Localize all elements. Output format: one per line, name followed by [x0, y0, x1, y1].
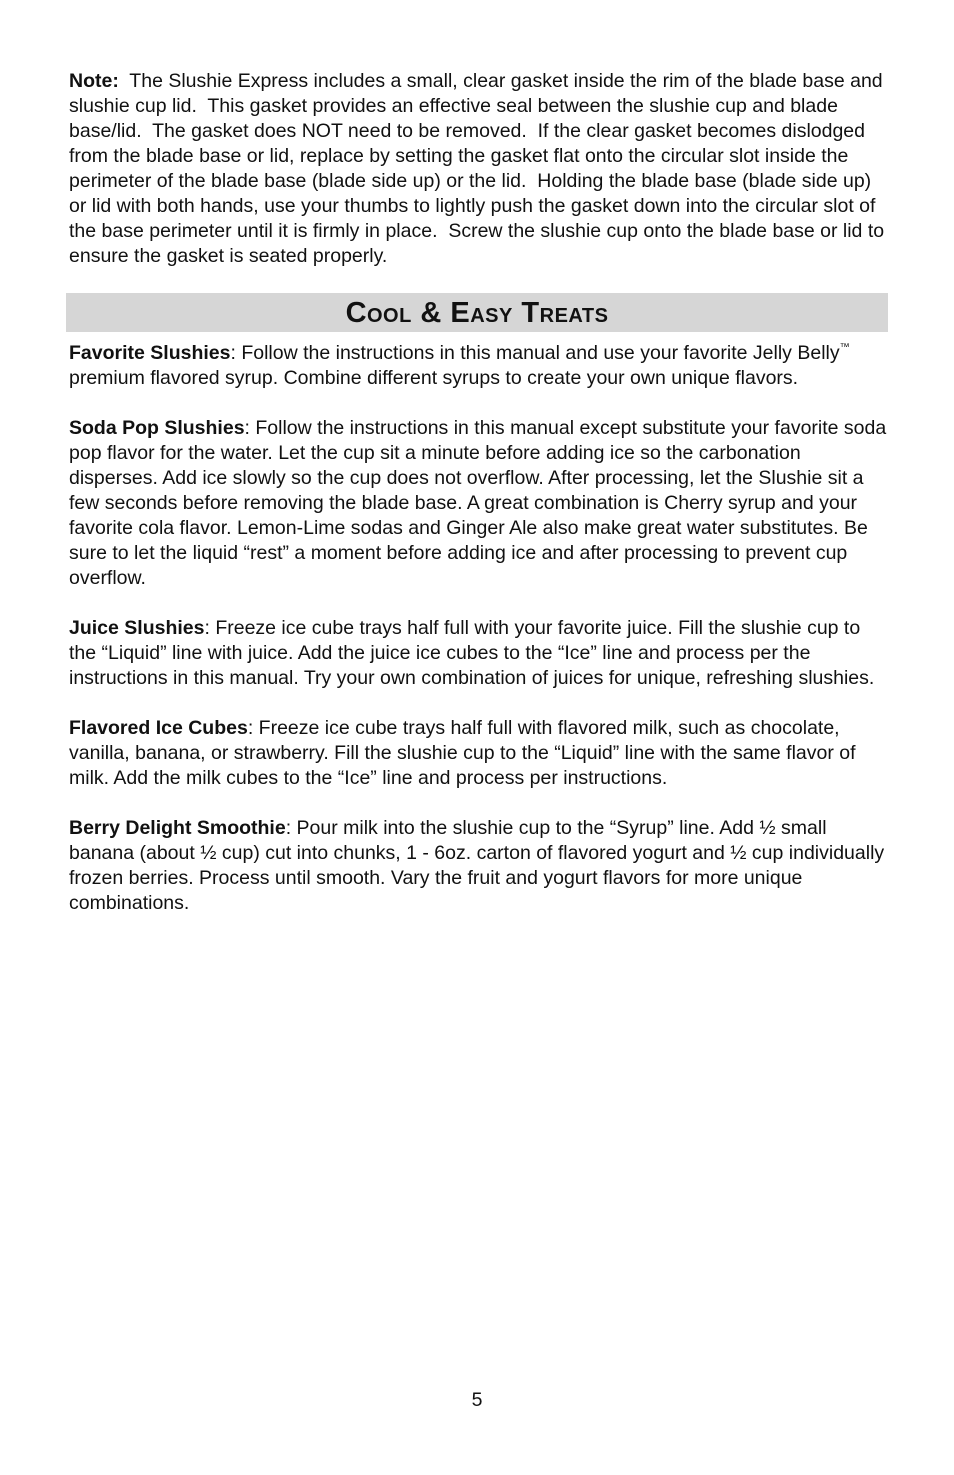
treat-favorite-label: Favorite Slushies	[69, 342, 231, 364]
treat-favorite-body-b: premium flavored syrup. Combine different syrups to create your own unique flavors.	[69, 367, 799, 389]
treat-ice-cubes-label: Flavored Ice Cubes	[69, 717, 248, 739]
note-paragraph	[69, 69, 889, 269]
treat-favorite-body-a: : Follow the instructions in this manual and use your favorite Jelly Belly	[230, 342, 840, 364]
note-label: Note:	[69, 70, 119, 92]
treat-ice-cubes-text	[69, 716, 889, 791]
treat-smoothie-label: Berry Delight Smoothie	[69, 817, 286, 839]
treat-soda-text	[69, 416, 889, 591]
treat-favorite-text	[69, 341, 889, 391]
treat-ice-cubes-body: : Freeze ice cube trays half full with flavored milk, such as chocolate, vanilla, banana, or strawberry. Fill the slushie cup to the “Liquid” line with the same flavor of milk. Add the milk cubes to the “Ice” line and process per instructions.	[69, 717, 856, 789]
treat-flavored-ice-cubes	[69, 716, 889, 791]
trademark-mark: ™	[839, 342, 850, 353]
note-body: The Slushie Express includes a small, clear gasket inside the rim of the blade base and slushie cup lid. This gasket provides an effective seal between the slushie cup and blade base/lid. The gasket does NOT need to be removed. If the clear gasket becomes dislodged from the blade base or lid, replace by setting the gasket flat onto the circular slot inside the perimeter of the blade base (blade side up) or the lid. Holding the blade base (blade side up) or lid with both hands, use your thumbs to lightly push the gasket down into the circular slot of the base perimeter until it is firmly in place. Screw the slushie cup onto the blade base or lid to ensure the gasket is seated properly.	[69, 70, 890, 267]
treats-list	[69, 341, 889, 941]
section-header-bar	[66, 293, 888, 332]
treat-juice-label: Juice Slushies	[69, 617, 205, 639]
section-title: Cool & Easy Treats	[345, 297, 609, 329]
note-text	[69, 69, 889, 269]
page-number: 5	[471, 1389, 483, 1411]
treat-soda-body: : Follow the instructions in this manual except substitute your favorite soda pop flavor for the water. Let the cup sit a minute before adding ice so the carbonation disperses. Add ice slowly so the cup does not overflow. After processing, let the Slushie sit a few seconds before removing the blade base. A great combination is Cherry syrup and your favorite cola flavor. Lemon-Lime sodas and Ginger Ale also make great water substitutes. Be sure to let the liquid “rest” a moment before adding ice and after processing to prevent cup overflow.	[69, 417, 887, 589]
treat-soda-label: Soda Pop Slushies	[69, 417, 245, 439]
treat-favorite-slushies	[69, 341, 889, 391]
treat-juice-slushies	[69, 616, 889, 691]
treat-soda-pop-slushies	[69, 416, 889, 591]
treat-juice-body: : Freeze ice cube trays half full with your favorite juice. Fill the slushie cup to the “Liquid” line with juice. Add the juice ice cubes to the “Ice” line and process per the instructions in this manual. Try your own combination of juices for unique, refreshing slushies.	[69, 617, 875, 689]
treat-smoothie-text	[69, 816, 889, 916]
treat-juice-text	[69, 616, 889, 691]
treat-smoothie-body: : Pour milk into the slushie cup to the “Syrup” line. Add ½ small banana (about ½ cup) cut into chunks, 1 - 6oz. carton of flavored yogurt and ½ cup individually frozen berries. Process until smooth. Vary the fruit and yogurt flavors for more unique combinations.	[69, 817, 885, 914]
treat-berry-delight-smoothie	[69, 816, 889, 916]
